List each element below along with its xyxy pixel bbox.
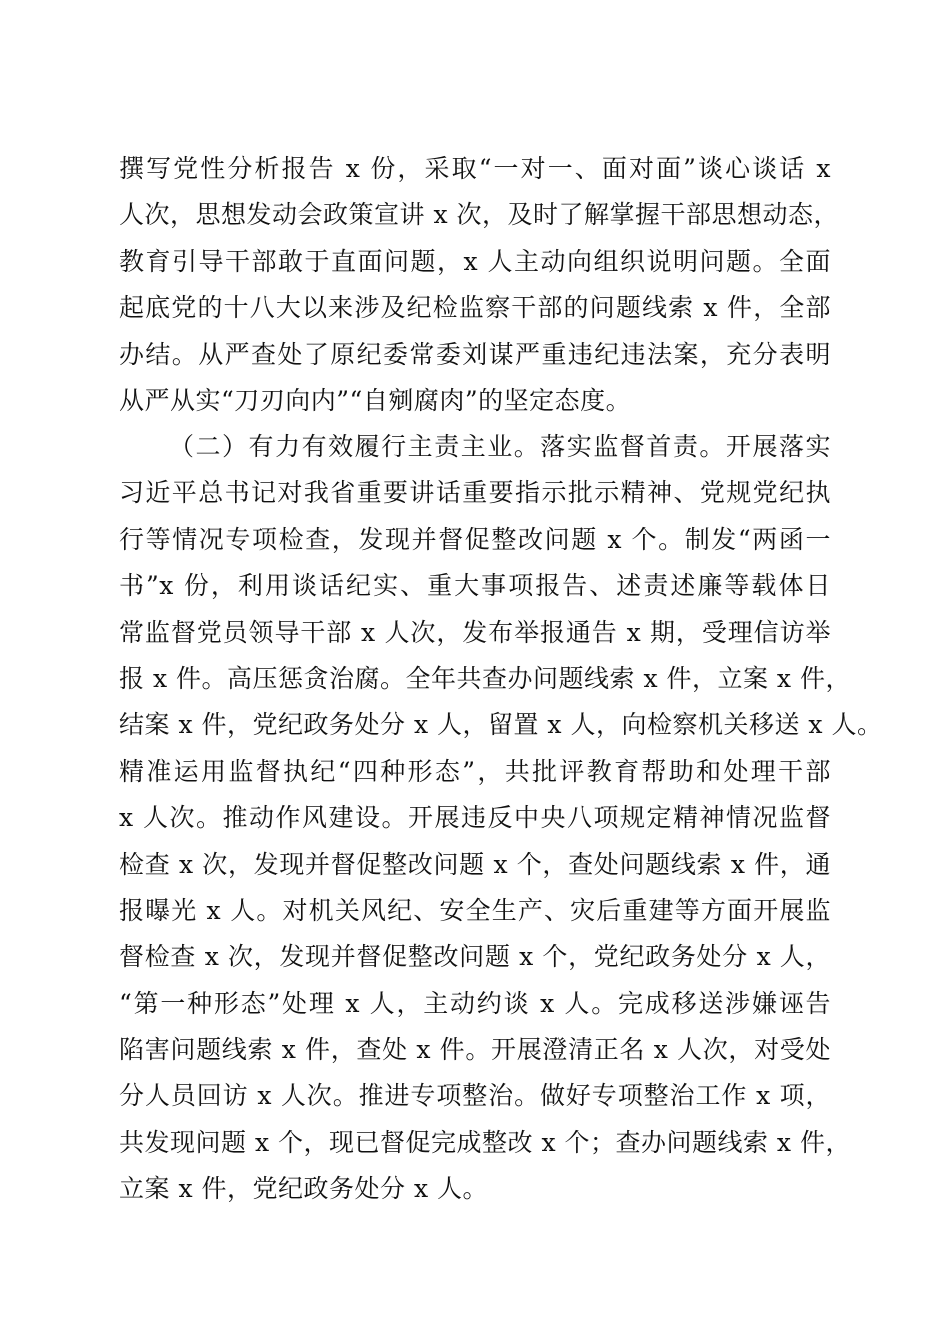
text-line: 精准运用监督执纪“四种形态”，共批评教育帮助和处理干部: [119, 756, 831, 786]
text-line: 常监督党员领导干部 x 人次，发布举报通告 x 期，受理信访举: [119, 617, 831, 647]
text-line: 教育引导干部敢于直面问题，x 人主动向组织说明问题。全面: [119, 246, 831, 276]
paragraph-1: [119, 146, 839, 424]
text-line: 督检查 x 次，发现并督促整改问题 x 个，党纪政务处分 x 人，: [119, 942, 831, 972]
text-line: 立案 x 件，党纪政务处分 x 人。: [119, 1174, 488, 1204]
text-line: 报曝光 x 人。对机关风纪、安全生产、灾后重建等方面开展监: [119, 895, 831, 925]
text-line: “第一种形态”处理 x 人，主动约谈 x 人。完成移送涉嫌诬告: [119, 988, 831, 1018]
text-line: 人次，思想发动会政策宣讲 x 次，及时了解掌握干部思想动态，: [119, 200, 839, 230]
text-line: （二）有力有效履行主责主业。落实监督首责。开展落实: [169, 432, 831, 461]
text-line: 行等情况专项检查，发现并督促整改问题 x 个。制发“两函一: [119, 524, 831, 554]
text-line: 共发现问题 x 个，现已督促完成整改 x 个；查办问题线索 x 件，: [119, 1127, 851, 1157]
text-line: 习近平总书记对我省重要讲话重要指示批示精神、党规党纪执: [119, 478, 831, 508]
text-line: 从严从实“刀刃向内”“自剜腐肉”的坚定态度。: [119, 385, 632, 415]
text-line: 书”x 份，利用谈话纪实、重大事项报告、述责述廉等载体日: [119, 571, 831, 601]
text-line: 起底党的十八大以来涉及纪检监察干部的问题线索 x 件，全部: [119, 293, 831, 323]
paragraph-2: [119, 424, 883, 1213]
text-line: 分人员回访 x 人次。推进专项整治。做好专项整治工作 x 项，: [119, 1081, 831, 1111]
text-line: 结案 x 件，党纪政务处分 x 人，留置 x 人，向检察机关移送 x 人。: [119, 710, 883, 740]
text-line: 撰写党性分析报告 x 份，采取“一对一、面对面”谈心谈话 x: [119, 154, 831, 183]
text-line: 办结。从严查处了原纪委常委刘谋严重违纪违法案，充分表明: [119, 339, 831, 369]
text-line: 检查 x 次，发现并督促整改问题 x 个，查处问题线索 x 件，通: [119, 849, 831, 879]
text-line: 陷害问题线索 x 件，查处 x 件。开展澄清正名 x 人次，对受处: [119, 1035, 831, 1065]
text-line: x 人次。推动作风建设。开展违反中央八项规定精神情况监督: [119, 803, 831, 833]
text-line: 报 x 件。高压惩贪治腐。全年共查办问题线索 x 件，立案 x 件，: [119, 663, 851, 693]
